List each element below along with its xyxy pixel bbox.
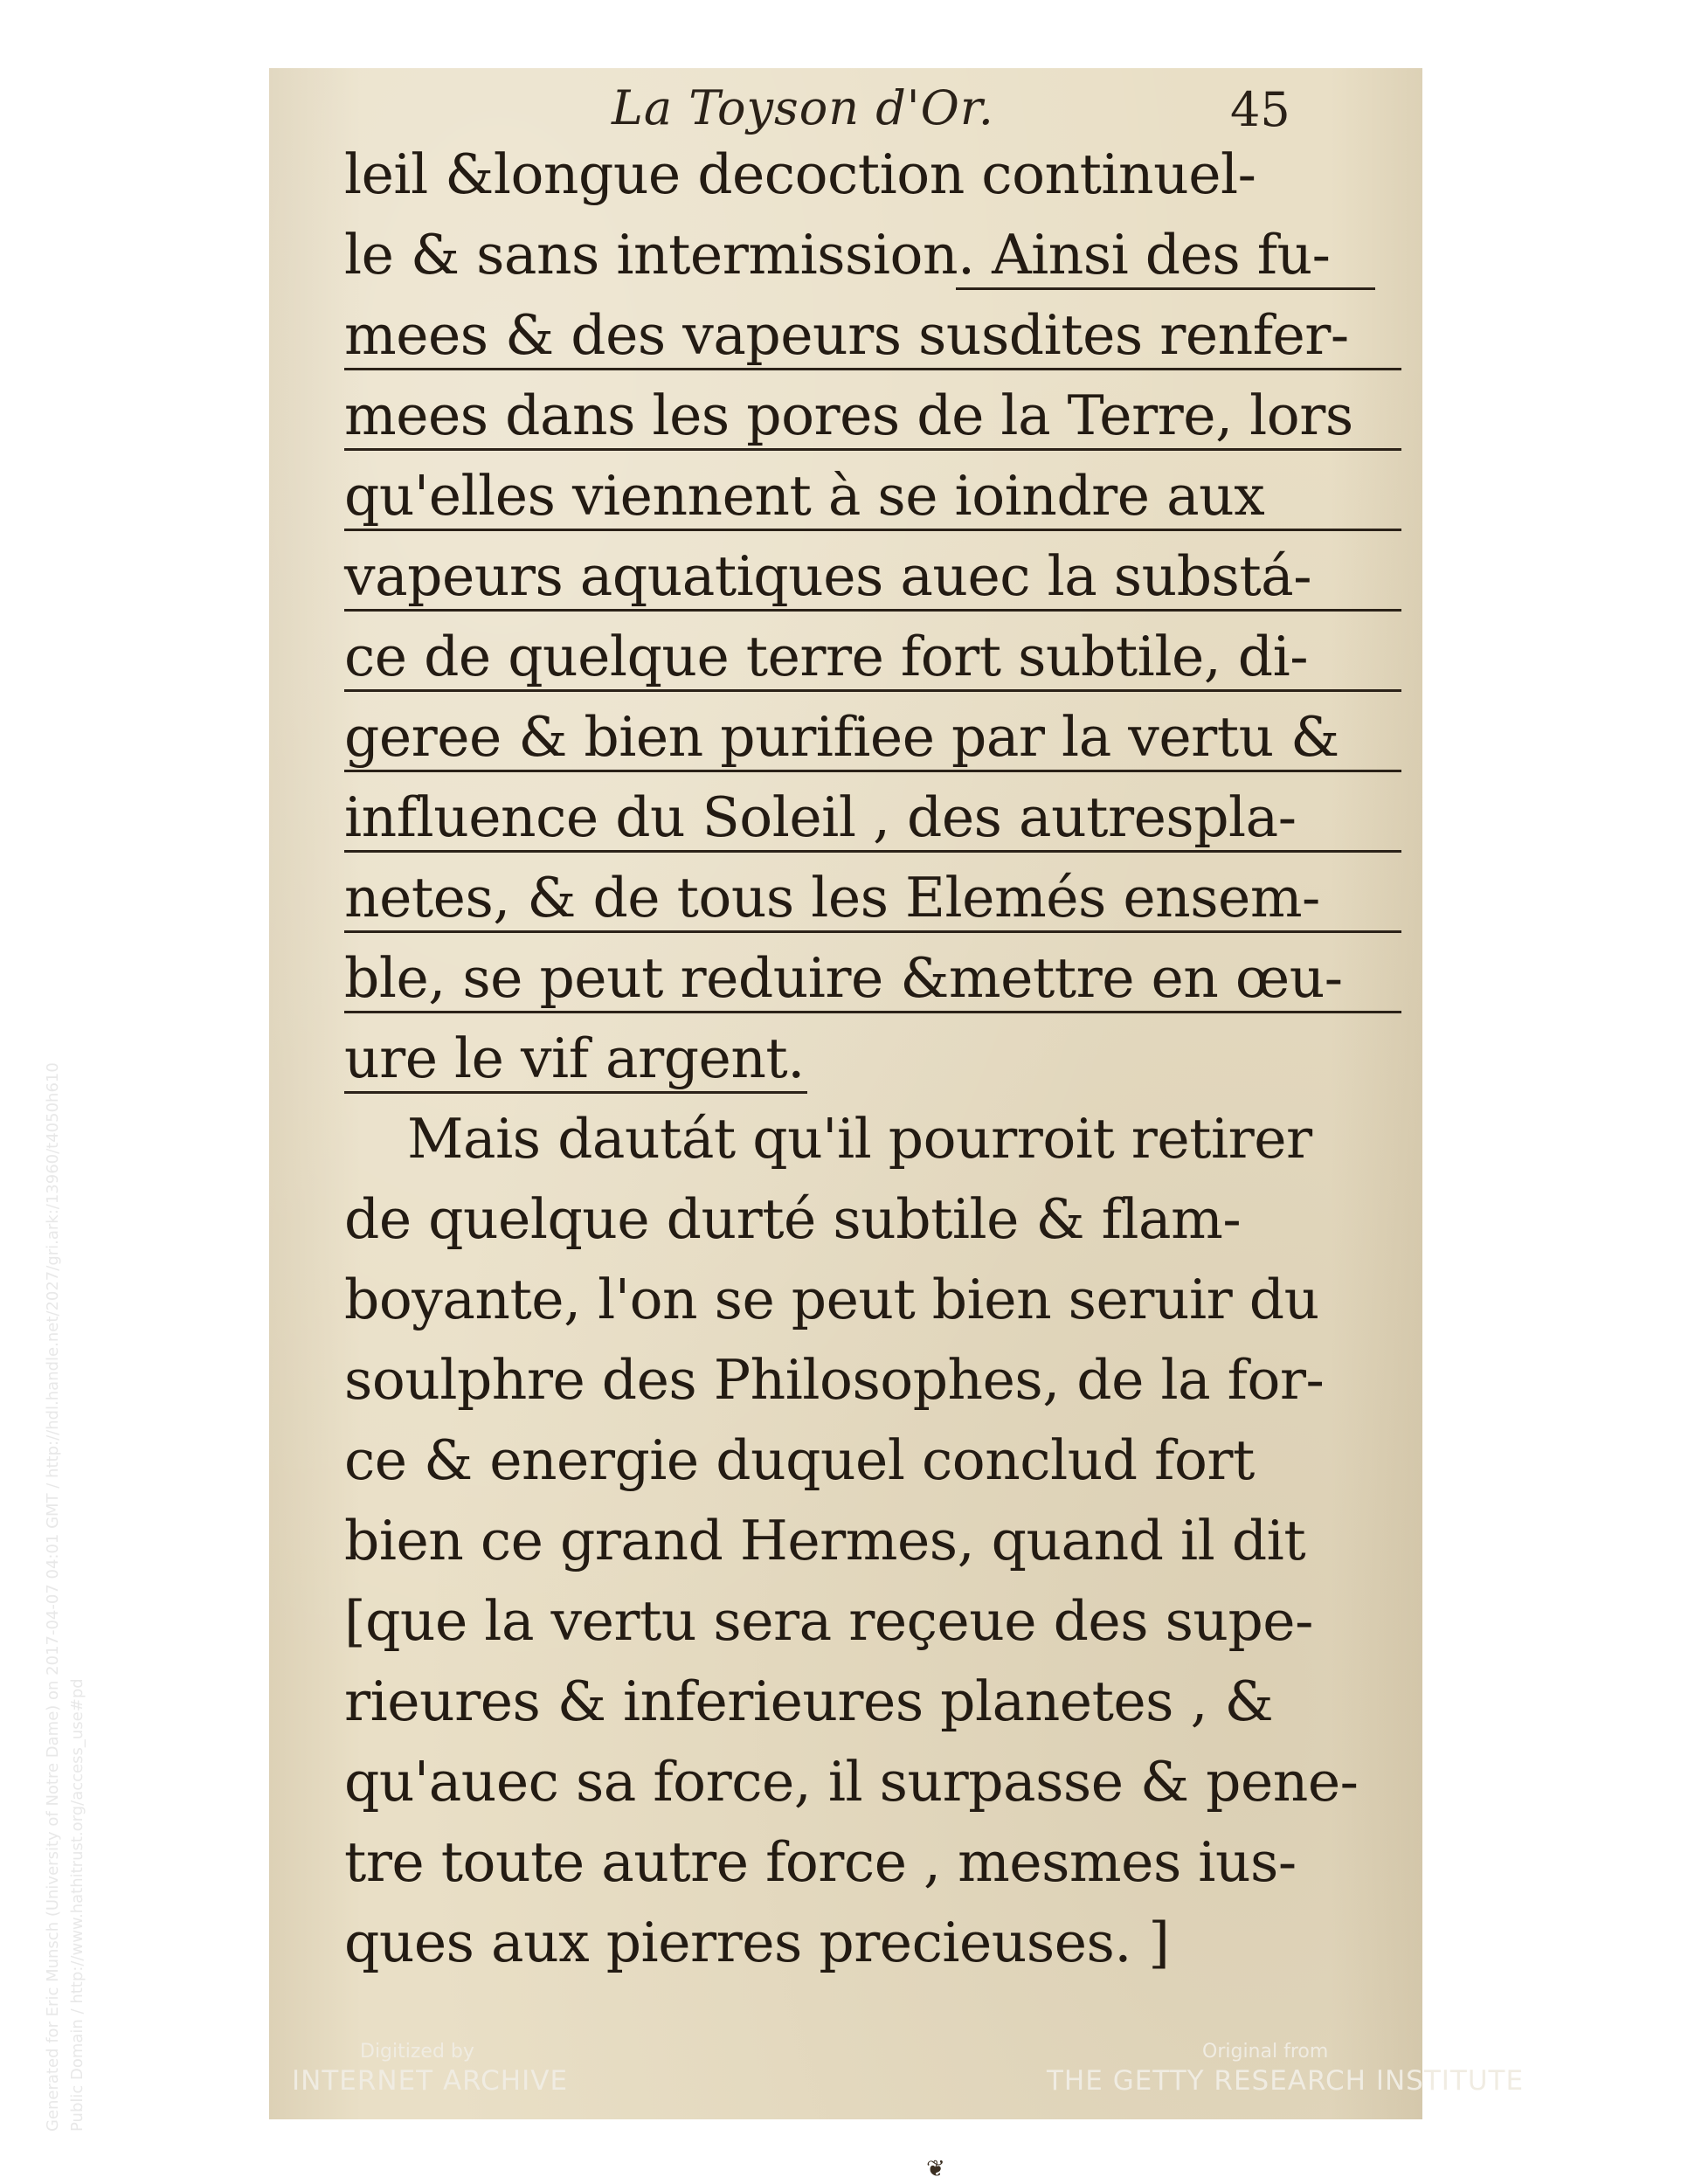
text-block <box>344 135 1401 1983</box>
side-note-generated: Generated for Eric Munsch (University of Notre Dame) on 2017-04-07 04:01 GMT / http://hdl.handle.net/2027/gri.ark:/13960/t4050h610 <box>44 1062 62 2132</box>
printer-ornament-icon: ❦ <box>926 2156 945 2182</box>
running-title: La Toyson d'Or. <box>612 80 994 135</box>
page-number: 45 <box>1230 82 1290 137</box>
text-line: mees & des vapeurs susdites renfer- <box>344 295 1401 376</box>
text-line: ce de quelque terre fort subtile, di- <box>344 617 1401 697</box>
watermark-getty: THE GETTY RESEARCH INSTITUTE <box>1047 2065 1525 2097</box>
text-line: boyante, l'on se peut bien seruir du <box>344 1268 1319 1331</box>
text-line: ques aux pierres precieuses. ] <box>344 1911 1170 1974</box>
text-line: soulphre des Philosophes, de la for- <box>344 1348 1325 1412</box>
watermark-internet-archive: INTERNET ARCHIVE <box>292 2065 569 2097</box>
page-scan <box>269 68 1422 2182</box>
text-line: rieures & inferieures planetes , & <box>344 1669 1274 1733</box>
text-line: qu'auec sa force, il surpasse & pene- <box>344 1750 1359 1814</box>
text-line: Mais dautát qu'il pourroit retirer <box>407 1107 1312 1171</box>
text-line: mees dans les pores de la Terre, lors <box>344 376 1401 456</box>
text-line: leil &longue decoction continuel- <box>344 142 1256 206</box>
text-line: bien ce grand Hermes, quand il dit <box>344 1509 1306 1572</box>
text-line: [que la vertu sera reçeue des supe- <box>344 1589 1313 1653</box>
text-line: qu'elles viennent à se ioindre aux <box>344 456 1401 536</box>
text-line: ure le vif argent. <box>344 1019 1401 1099</box>
text-line: ce & energie duquel conclud fort <box>344 1428 1255 1492</box>
running-head <box>269 77 1422 142</box>
text-line: netes, & de tous les Elemés ensem- <box>344 858 1401 938</box>
text-line: vapeurs aquatiques auec la substá- <box>344 536 1401 617</box>
watermark-digitized-caption: Digitized by <box>360 2041 474 2063</box>
side-note-public-domain: Public Domain / http://www.hathitrust.org/access_use#pd <box>68 1678 86 2132</box>
watermark-original-caption: Original from <box>1202 2041 1329 2063</box>
text-line: geree & bien purifiee par la vertu & <box>344 697 1401 778</box>
text-line: tre toute autre force , mesmes ius- <box>344 1830 1297 1894</box>
text-line: de quelque durté subtile & flam- <box>344 1187 1242 1251</box>
text-line: ble, se peut reduire &mettre en œu- <box>344 938 1401 1019</box>
text-line: influence du Soleil , des autrespla- <box>344 778 1401 858</box>
text-line: le & sans intermission. Ainsi des fu- <box>344 215 1401 295</box>
